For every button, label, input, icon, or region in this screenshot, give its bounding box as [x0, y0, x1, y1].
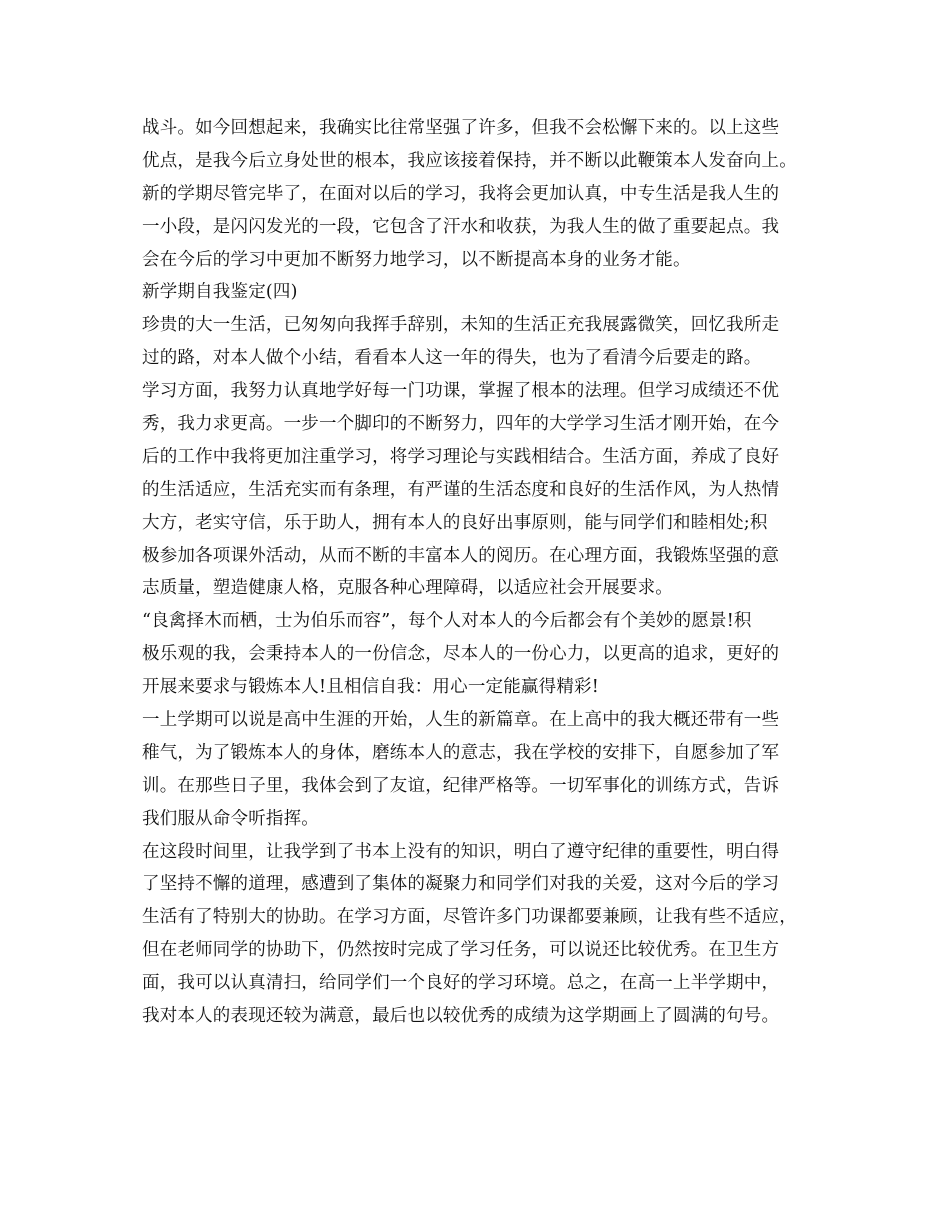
text-line: 一小段，是闪闪发光的一段，它包含了汗水和收获，为我人生的做了重要起点。我 — [142, 216, 780, 237]
text-line: “良禽择木而栖，士为伯乐而容”，每个人对本人的今后都会有个美妙的愿景!积 — [142, 611, 752, 632]
text-line: 学习方面，我努力认真地学好每一门功课，掌握了根本的法理。但学习成绩还不优 — [142, 381, 780, 402]
text-line: 生活有了特别大的协助。在学习方面，尽管许多门功课都要兼顾，让我有些不适应， — [142, 907, 797, 928]
text-line: 过的路，对本人做个小结，看看本人这一年的得失，也为了看清今后要走的路。 — [142, 348, 762, 369]
text-line: 在这段时间里，让我学到了书本上没有的知识，明白了遵守纪律的重要性，明白得 — [142, 841, 780, 862]
text-line: 后的工作中我将更加注重学习，将学习理论与实践相结合。生活方面，养成了良好 — [142, 446, 780, 467]
text-line: 一上学期可以说是高中生涯的开始，人生的新篇章。在上高中的我大概还带有一些 — [142, 710, 780, 731]
text-line: 志质量，塑造健康人格，克服各种心理障碍，以适应社会开展要求。 — [142, 578, 673, 599]
text-line: 训。在那些日子里，我体会到了友谊，纪律严格等。一切军事化的训练方式，告诉 — [142, 775, 780, 796]
text-line: 大方，老实守信，乐于助人，拥有本人的良好出事原则，能与同学们和睦相处;积 — [142, 512, 768, 533]
text-line: 了坚持不懈的道理，感遭到了集体的凝聚力和同学们对我的关爱，这对今后的学习 — [142, 874, 780, 895]
text-line: 会在今后的学习中更加不断努力地学习，以不断提高本身的业务才能。 — [142, 249, 691, 270]
text-line: 但在老师同学的协助下，仍然按时完成了学习任务，可以说还比较优秀。在卫生方 — [142, 940, 780, 961]
text-line: 战斗。如今回想起来，我确实比往常坚强了许多，但我不会松懈下来的。以上这些 — [142, 118, 780, 138]
document-body — [142, 112, 832, 1033]
text-line: 极参加各项课外活动，从而不断的丰富本人的阅历。在心理方面，我锻炼坚强的意 — [142, 545, 780, 566]
text-line: 我对本人的表现还较为满意，最后也以较优秀的成绩为这学期画上了圆满的句号。 — [142, 1006, 780, 1027]
text-line: 面，我可以认真清扫，给同学们一个良好的学习环境。总之，在高一上半学期中， — [142, 973, 780, 994]
text-line: 极乐观的我，会秉持本人的一份信念，尽本人的一份心力，以更高的追求，更好的 — [142, 644, 780, 665]
text-line: 优点，是我今后立身处世的根本，我应该接着保持，并不断以此鞭策本人发奋向上。 — [142, 150, 797, 171]
text-line: 珍贵的大一生活，已匆匆向我挥手辞别，未知的生活正充我展露微笑，回忆我所走 — [142, 315, 780, 336]
text-line: 的生活适应，生活充实而有条理，有严谨的生活态度和良好的生活作风，为人热情 — [142, 479, 780, 500]
text-line: 开展来要求与锻炼本人!且相信自我：用心一定能赢得精彩! — [142, 677, 599, 698]
section-heading: 新学期自我鉴定(四) — [142, 282, 298, 303]
text-line: 稚气，为了锻炼本人的身体，磨练本人的意志，我在学校的安排下，自愿参加了军 — [142, 742, 780, 763]
text-line: 我们服从命令听指挥。 — [142, 808, 319, 829]
text-line: 新的学期尽管完毕了，在面对以后的学习，我将会更加认真，中专生活是我人生的 — [142, 183, 780, 204]
text-line: 秀，我力求更高。一步一个脚印的不断努力，四年的大学学习生活才刚开始，在今 — [142, 414, 780, 435]
